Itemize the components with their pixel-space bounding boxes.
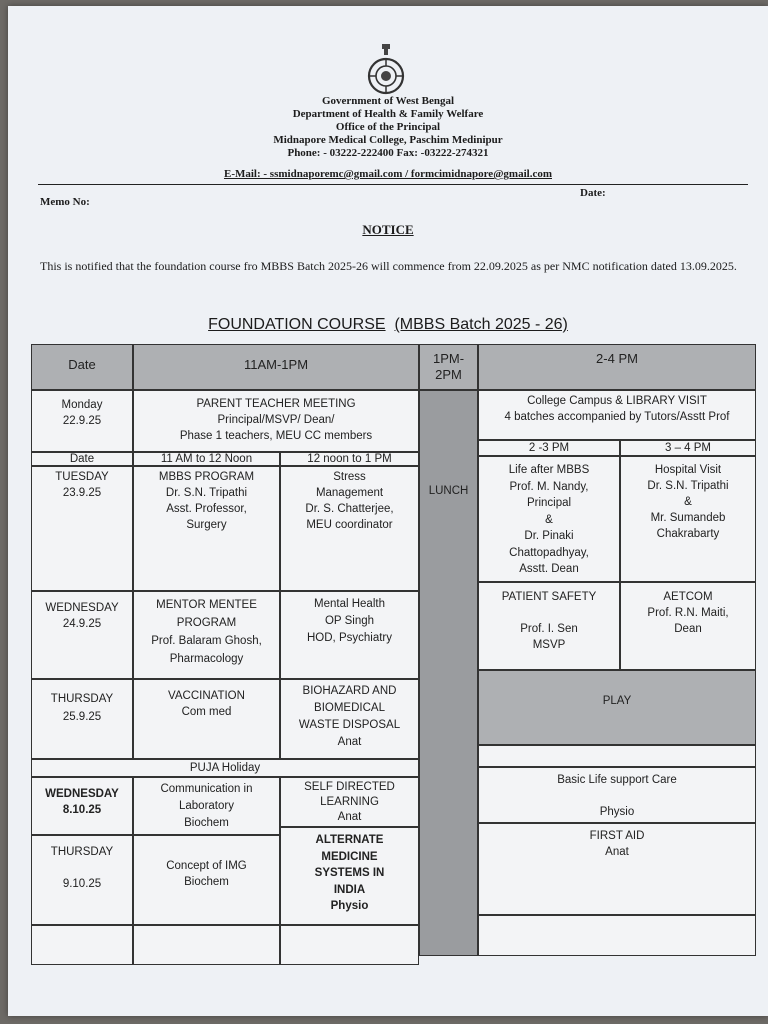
header-afternoon: 2-4 PM bbox=[478, 344, 756, 390]
subheader-3pm: 3 – 4 PM bbox=[620, 440, 756, 456]
wednesday-session-3: PATIENT SAFETY Prof. I. Sen MSVP bbox=[478, 582, 620, 670]
wednesday-2-afternoon: Basic Life support Care Physio bbox=[478, 767, 756, 823]
phone-line: Phone: - 03222-222400 Fax: -03222-274321 bbox=[287, 147, 489, 159]
monday-morning: PARENT TEACHER MEETING Principal/MSVP/ Dean/ Phase 1 teachers, MEU CC members bbox=[133, 390, 419, 452]
thursday-session-1: VACCINATION Com med bbox=[133, 679, 280, 759]
monday-afternoon: College Campus & LIBRARY VISIT 4 batches accompanied by Tutors/Asstt Prof bbox=[478, 390, 756, 440]
wednesday-date: WEDNESDAY 24.9.25 bbox=[31, 591, 133, 679]
tuesday-session-3: Life after MBBS Prof. M. Nandy, Principal & Dr. Pinaki Chattopadhyay, Asstt. Dean bbox=[478, 456, 620, 582]
thursday-date: THURSDAY 25.9.25 bbox=[31, 679, 133, 759]
subheader-11am: 11 AM to 12 Noon bbox=[133, 452, 280, 466]
subheader-12noon: 12 noon to 1 PM bbox=[280, 452, 419, 466]
blank-row-session-2 bbox=[280, 925, 419, 965]
subheader-date: Date bbox=[31, 452, 133, 466]
puja-holiday: PUJA Holiday bbox=[31, 759, 419, 777]
govt-line: Government of West Bengal bbox=[321, 95, 455, 107]
course-title-prefix: FOUNDATION COURSE bbox=[208, 316, 386, 333]
monday-date: Monday 22.9.25 bbox=[31, 390, 133, 452]
schedule-table bbox=[8, 6, 768, 1016]
afternoon-blank-row bbox=[478, 745, 756, 767]
date-label: Date: bbox=[580, 187, 606, 199]
tuesday-session-2: Stress Management Dr. S. Chatterjee, MEU coordinator bbox=[280, 466, 419, 591]
blank-row-afternoon bbox=[478, 915, 756, 956]
tuesday-session-4: Hospital Visit Dr. S.N. Tripathi & Mr. Sumandeb Chakrabarty bbox=[620, 456, 756, 582]
subheader-2pm: 2 -3 PM bbox=[478, 440, 620, 456]
notice-title: NOTICE bbox=[362, 222, 414, 237]
wednesday-session-1: MENTOR MENTEE PROGRAM Prof. Balaram Ghosh, Pharmacology bbox=[133, 591, 280, 679]
college-line: Midnapore Medical College, Paschim Medinipur bbox=[273, 134, 503, 146]
thursday-2-session-1: Concept of IMG Biochem bbox=[133, 835, 280, 925]
header-morning: 11AM-1PM bbox=[133, 344, 419, 390]
department-line: Department of Health & Family Welfare bbox=[292, 108, 484, 120]
email-line: E-Mail: - ssmidnaporemc@gmail.com / formcimidnapore@gmail.com bbox=[223, 168, 552, 180]
wednesday-session-2: Mental Health OP Singh HOD, Psychiatry bbox=[280, 591, 419, 679]
lunch-column: LUNCH bbox=[419, 390, 478, 956]
thursday-2-afternoon: FIRST AID Anat bbox=[478, 823, 756, 915]
header-lunch-time: 1PM-2PM bbox=[419, 344, 478, 390]
tuesday-session-1: MBBS PROGRAM Dr. S.N. Tripathi Asst. Professor, Surgery bbox=[133, 466, 280, 591]
play-block: PLAY bbox=[478, 670, 756, 745]
blank-row-session-1 bbox=[133, 925, 280, 965]
wednesday-2-date: WEDNESDAY 8.10.25 bbox=[31, 777, 133, 835]
thursday-2-session-2: ALTERNATE MEDICINE SYSTEMS IN INDIA Physio bbox=[280, 827, 419, 925]
wednesday-session-4: AETCOM Prof. R.N. Maiti, Dean bbox=[620, 582, 756, 670]
thursday-session-2: BIOHAZARD AND BIOMEDICAL WASTE DISPOSAL Anat bbox=[280, 679, 419, 759]
tuesday-date: TUESDAY 23.9.25 bbox=[31, 466, 133, 591]
header-date: Date bbox=[31, 344, 133, 390]
office-line: Office of the Principal bbox=[335, 121, 441, 133]
document-sheet bbox=[8, 6, 768, 1016]
wednesday-2-session-1: Communication in Laboratory Biochem bbox=[133, 777, 280, 835]
wednesday-2-session-2: SELF DIRECTED LEARNING Anat bbox=[280, 777, 419, 827]
memo-label: Memo No: bbox=[40, 196, 90, 208]
notice-text: This is notified that the foundation course fro MBBS Batch 2025-26 will commence from 22.09.2025 as per NMC notification dated 13.09.2025. bbox=[40, 259, 737, 273]
thursday-2-date: THURSDAY 9.10.25 bbox=[31, 835, 133, 925]
course-title-batch: (MBBS Batch 2025 - 26) bbox=[394, 316, 568, 333]
blank-row-date bbox=[31, 925, 133, 965]
